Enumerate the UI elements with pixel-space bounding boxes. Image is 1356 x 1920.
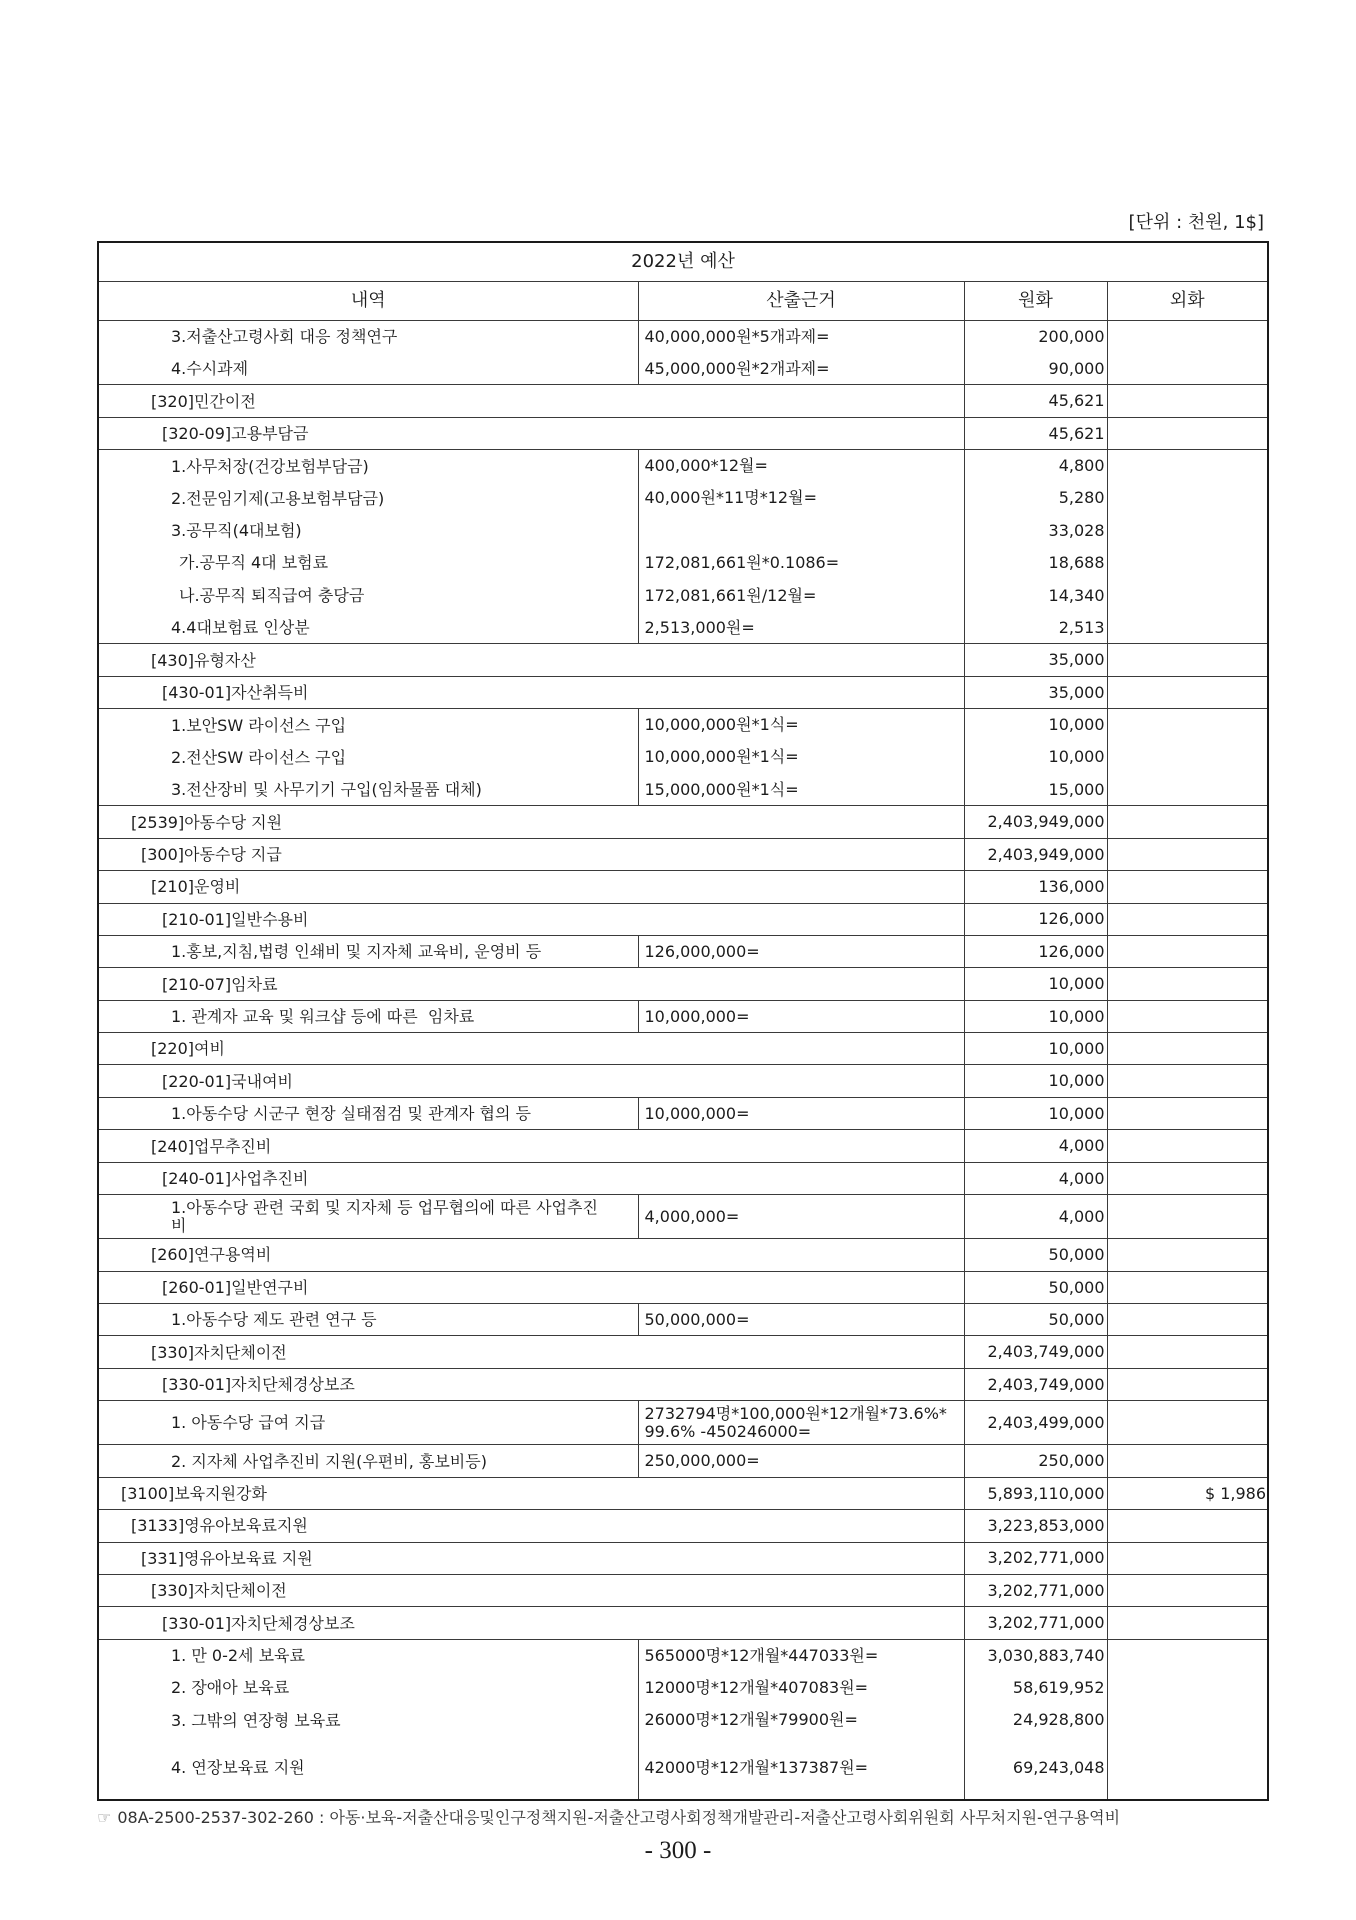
category-row: [98, 838, 1268, 870]
category-cell: [98, 1065, 964, 1097]
calc-basis: [638, 514, 964, 546]
item-row: [98, 1304, 1268, 1336]
calc-basis: 40,000원*11명*12월=: [638, 482, 964, 514]
page-number: - 300 -: [644, 1837, 712, 1864]
category-row: [98, 1368, 1268, 1400]
category-cell: [98, 1033, 964, 1065]
foreign-amount: [1107, 1736, 1268, 1800]
item-label: 1.아동수당 제도 관련 연구 등: [171, 1310, 377, 1330]
category-cell: [98, 968, 964, 1000]
item-cell: [98, 935, 638, 967]
footer-code: 08A-2500-2537-302-260 : 아동·보육-저출산대응및인구정책지원-저출산고령사회정책개발관리-저출산고령사회위원회 사무처지원-연구용역비: [117, 1808, 1121, 1827]
item-label: 4.수시과제: [171, 358, 249, 378]
item-row: [98, 773, 1268, 805]
item-cell: [98, 1401, 638, 1445]
krw-amount: 50,000: [964, 1239, 1107, 1271]
foreign-amount: [1107, 1510, 1268, 1542]
krw-amount: 200,000: [964, 320, 1107, 352]
category-cell: [98, 1542, 964, 1574]
foreign-amount: [1107, 1097, 1268, 1129]
category-row: [98, 1130, 1268, 1162]
krw-amount: 69,243,048: [964, 1736, 1107, 1800]
krw-amount: 250,000: [964, 1445, 1107, 1477]
krw-amount: 3,223,853,000: [964, 1510, 1107, 1542]
calc-basis: 172,081,661원*0.1086=: [638, 547, 964, 579]
krw-amount: 45,621: [964, 417, 1107, 449]
item-row: [98, 1195, 1268, 1239]
calc-basis: 400,000*12월=: [638, 450, 964, 482]
calc-basis: 4,000,000=: [638, 1195, 964, 1239]
item-label: 4. 연장보육료 지원: [171, 1758, 305, 1778]
item-cell: [98, 773, 638, 805]
foreign-amount: [1107, 1704, 1268, 1736]
krw-amount: 33,028: [964, 514, 1107, 546]
item-label: 나.공무직 퇴직급여 충당금: [179, 585, 365, 605]
item-label: 2. 장애아 보육료: [171, 1678, 290, 1698]
item-row: [98, 935, 1268, 967]
foreign-amount: [1107, 1542, 1268, 1574]
krw-amount: 58,619,952: [964, 1672, 1107, 1704]
krw-amount: 10,000: [964, 968, 1107, 1000]
foreign-amount: [1107, 1130, 1268, 1162]
item-cell: [98, 482, 638, 514]
krw-amount: 10,000: [964, 1033, 1107, 1065]
item-label: 2.전산SW 라이선스 구입: [171, 747, 347, 767]
category-row: [98, 968, 1268, 1000]
column-header-item: 내역: [98, 281, 638, 320]
category-cell: [98, 1130, 964, 1162]
year-header: 2022년 예산: [98, 242, 1268, 281]
category-row: [98, 1162, 1268, 1194]
category-cell: [98, 903, 964, 935]
foreign-amount: [1107, 1574, 1268, 1606]
krw-amount: 2,403,949,000: [964, 838, 1107, 870]
category-label: [300]아동수당 지급: [141, 845, 282, 864]
foreign-amount: [1107, 450, 1268, 482]
item-label: 1.아동수당 시군구 현장 실태점검 및 관계자 협의 등: [171, 1104, 531, 1124]
category-cell: [98, 1271, 964, 1303]
item-label: 2. 지자체 사업추진비 지원(우편비, 홍보비등): [171, 1451, 487, 1471]
category-cell: [98, 1607, 964, 1639]
item-cell: [98, 1639, 638, 1671]
foreign-amount: [1107, 1607, 1268, 1639]
krw-amount: 50,000: [964, 1271, 1107, 1303]
item-cell: [98, 1000, 638, 1032]
category-cell: [98, 1574, 964, 1606]
item-cell: [98, 1704, 638, 1736]
krw-amount: 2,403,749,000: [964, 1368, 1107, 1400]
foreign-amount: [1107, 1401, 1268, 1445]
foreign-amount: [1107, 903, 1268, 935]
item-cell: [98, 352, 638, 384]
foreign-amount: [1107, 1368, 1268, 1400]
krw-amount: 3,030,883,740: [964, 1639, 1107, 1671]
calc-basis: 26000명*12개월*79900원=: [638, 1704, 964, 1736]
foreign-amount: [1107, 1639, 1268, 1671]
category-row: [98, 1574, 1268, 1606]
category-label: [220-01]국내여비: [162, 1071, 293, 1091]
krw-amount: 4,000: [964, 1162, 1107, 1194]
item-row: [98, 547, 1268, 579]
category-label: [430-01]자산취득비: [162, 683, 309, 703]
foreign-amount: [1107, 1162, 1268, 1194]
item-cell: [98, 1445, 638, 1477]
item-row: [98, 1401, 1268, 1445]
foreign-amount: $ 1,986: [1107, 1477, 1268, 1509]
krw-amount: 10,000: [964, 1065, 1107, 1097]
calc-basis: 42000명*12개월*137387원=: [638, 1736, 964, 1800]
category-label: [210]운영비: [151, 877, 241, 897]
category-cell: [98, 871, 964, 903]
foreign-amount: [1107, 709, 1268, 741]
foreign-amount: [1107, 1336, 1268, 1368]
krw-amount: 24,928,800: [964, 1704, 1107, 1736]
calc-basis: 2732794명*100,000원*12개월*73.6%* 99.6% -450246000=: [638, 1401, 964, 1445]
item-label: 3.전산장비 및 사무기기 구입(임차물품 대체): [171, 779, 482, 799]
category-cell: [98, 1477, 964, 1509]
item-row: [98, 482, 1268, 514]
category-row: [98, 1336, 1268, 1368]
foreign-amount: [1107, 676, 1268, 708]
category-cell: [98, 1510, 964, 1542]
krw-amount: 3,202,771,000: [964, 1574, 1107, 1606]
category-label: [320]민간이전: [151, 391, 256, 411]
krw-amount: 5,893,110,000: [964, 1477, 1107, 1509]
krw-amount: 3,202,771,000: [964, 1607, 1107, 1639]
item-row: [98, 1672, 1268, 1704]
item-label: 3.공무직(4대보험): [171, 521, 302, 541]
item-row: [98, 709, 1268, 741]
krw-amount: 126,000: [964, 935, 1107, 967]
calc-basis: 126,000,000=: [638, 935, 964, 967]
category-label: [320-09]고용부담금: [162, 423, 309, 443]
item-label: 1. 아동수당 급여 지급: [171, 1413, 326, 1433]
category-cell: [98, 1239, 964, 1271]
category-label: [210-01]일반수용비: [162, 909, 309, 929]
category-label: [330]자치단체이전: [151, 1342, 287, 1362]
category-row: [98, 903, 1268, 935]
krw-amount: 90,000: [964, 352, 1107, 384]
foreign-amount: [1107, 612, 1268, 644]
item-cell: [98, 1195, 638, 1239]
category-label: [330-01]자치단체경상보조: [162, 1613, 355, 1633]
item-cell: [98, 547, 638, 579]
calc-basis: 45,000,000원*2개과제=: [638, 352, 964, 384]
year-header-row: [98, 242, 1268, 281]
calc-basis: 12000명*12개월*407083원=: [638, 1672, 964, 1704]
category-label: [220]여비: [151, 1039, 225, 1059]
krw-amount: 126,000: [964, 903, 1107, 935]
category-row: [98, 1033, 1268, 1065]
item-row: [98, 579, 1268, 611]
item-label: 4.4대보험료 인상분: [171, 618, 310, 638]
foreign-amount: [1107, 1445, 1268, 1477]
category-cell: [98, 385, 964, 417]
item-row: [98, 612, 1268, 644]
foreign-amount: [1107, 1239, 1268, 1271]
item-cell: [98, 741, 638, 773]
krw-amount: 2,403,749,000: [964, 1336, 1107, 1368]
item-label: 가.공무직 4대 보험료: [179, 553, 329, 573]
krw-amount: 5,280: [964, 482, 1107, 514]
category-cell: [98, 644, 964, 676]
item-row: [98, 1704, 1268, 1736]
krw-amount: 2,403,949,000: [964, 806, 1107, 838]
category-row: [98, 1271, 1268, 1303]
krw-amount: 15,000: [964, 773, 1107, 805]
category-row: [98, 417, 1268, 449]
krw-amount: 4,000: [964, 1195, 1107, 1239]
item-cell: [98, 514, 638, 546]
item-row: [98, 1639, 1268, 1671]
krw-amount: 35,000: [964, 676, 1107, 708]
category-row: [98, 1542, 1268, 1574]
category-label: [260]연구용역비: [151, 1245, 272, 1265]
unit-label: [단위 : 천원, 1$]: [1128, 212, 1264, 233]
krw-amount: 2,513: [964, 612, 1107, 644]
krw-amount: 18,688: [964, 547, 1107, 579]
krw-amount: 45,621: [964, 385, 1107, 417]
calc-basis: 10,000,000원*1식=: [638, 741, 964, 773]
item-label: 1.사무처장(건강보험부담금): [171, 456, 369, 476]
foreign-amount: [1107, 935, 1268, 967]
foreign-amount: [1107, 579, 1268, 611]
column-header-basis: 산출근거: [638, 281, 964, 320]
item-row: [98, 514, 1268, 546]
item-row: [98, 1445, 1268, 1477]
category-label: [240]업무추진비: [151, 1136, 272, 1156]
budget-table: [97, 241, 1269, 1801]
foreign-amount: [1107, 352, 1268, 384]
category-row: [98, 1065, 1268, 1097]
item-label: 1.보안SW 라이선스 구입: [171, 715, 347, 735]
category-row: [98, 644, 1268, 676]
foreign-amount: [1107, 1033, 1268, 1065]
item-label: 2.전문임기제(고용보험부담금): [171, 488, 385, 508]
category-cell: [98, 806, 964, 838]
calc-basis: 250,000,000=: [638, 1445, 964, 1477]
krw-amount: 136,000: [964, 871, 1107, 903]
item-cell: [98, 1097, 638, 1129]
column-header-row: [98, 281, 1268, 320]
calc-basis: 40,000,000원*5개과제=: [638, 320, 964, 352]
pointing-hand-icon: ☞: [97, 1808, 112, 1827]
category-row: [98, 385, 1268, 417]
category-label: [260-01]일반연구비: [162, 1277, 309, 1297]
category-row: [98, 1510, 1268, 1542]
foreign-amount: [1107, 644, 1268, 676]
foreign-amount: [1107, 417, 1268, 449]
item-row: [98, 352, 1268, 384]
category-label: [3100]보육지원강화: [121, 1484, 267, 1504]
category-label: [210-07]임차료: [162, 974, 278, 994]
table-body: [98, 320, 1268, 1800]
category-label: [240-01]사업추진비: [162, 1168, 309, 1188]
item-row: [98, 450, 1268, 482]
foreign-amount: [1107, 547, 1268, 579]
krw-amount: 50,000: [964, 1304, 1107, 1336]
foreign-amount: [1107, 1195, 1268, 1239]
krw-amount: 4,000: [964, 1130, 1107, 1162]
item-row: [98, 320, 1268, 352]
item-label: 3. 그밖의 연장형 보육료: [171, 1710, 341, 1730]
item-label: 3.저출산고령사회 대응 정책연구: [171, 327, 398, 346]
calc-basis: 15,000,000원*1식=: [638, 773, 964, 805]
krw-amount: 10,000: [964, 709, 1107, 741]
category-cell: [98, 1336, 964, 1368]
calc-basis: 10,000,000원*1식=: [638, 709, 964, 741]
item-row: [98, 1097, 1268, 1129]
item-row: [98, 741, 1268, 773]
category-row: [98, 871, 1268, 903]
category-cell: [98, 838, 964, 870]
category-cell: [98, 676, 964, 708]
foreign-amount: [1107, 741, 1268, 773]
category-label: [430]유형자산: [151, 650, 256, 670]
item-label: 1. 만 0-2세 보육료: [171, 1646, 305, 1666]
item-label: 1.아동수당 관련 국회 및 지자체 등 업무협의에 따른 사업추진비: [171, 1198, 598, 1235]
foreign-amount: [1107, 968, 1268, 1000]
foreign-amount: [1107, 838, 1268, 870]
category-row: [98, 1239, 1268, 1271]
footer-note: [97, 1808, 1267, 1828]
foreign-amount: [1107, 1065, 1268, 1097]
category-label: [2539]아동수당 지원: [131, 812, 283, 832]
calc-basis: 10,000,000=: [638, 1097, 964, 1129]
item-label: 1. 관계자 교육 및 워크샵 등에 따른 임차료: [171, 1006, 475, 1026]
foreign-amount: [1107, 871, 1268, 903]
calc-basis: 50,000,000=: [638, 1304, 964, 1336]
category-label: [331]영유아보육료 지원: [141, 1548, 313, 1568]
item-cell: [98, 450, 638, 482]
column-header-foreign: 외화: [1107, 281, 1268, 320]
foreign-amount: [1107, 1271, 1268, 1303]
category-row: [98, 806, 1268, 838]
item-row: [98, 1736, 1268, 1800]
column-header-krw: 원화: [964, 281, 1107, 320]
category-cell: [98, 417, 964, 449]
item-cell: [98, 1304, 638, 1336]
krw-amount: 3,202,771,000: [964, 1542, 1107, 1574]
calc-basis: 565000명*12개월*447033원=: [638, 1639, 964, 1671]
item-row: [98, 1000, 1268, 1032]
foreign-amount: [1107, 1672, 1268, 1704]
category-cell: [98, 1368, 964, 1400]
krw-amount: 2,403,499,000: [964, 1401, 1107, 1445]
foreign-amount: [1107, 482, 1268, 514]
krw-amount: 10,000: [964, 1097, 1107, 1129]
krw-amount: 10,000: [964, 741, 1107, 773]
category-cell: [98, 1162, 964, 1194]
foreign-amount: [1107, 806, 1268, 838]
krw-amount: 4,800: [964, 450, 1107, 482]
calc-basis: 172,081,661원/12월=: [638, 579, 964, 611]
foreign-amount: [1107, 773, 1268, 805]
category-label: [330]자치단체이전: [151, 1581, 287, 1601]
calc-basis: 10,000,000=: [638, 1000, 964, 1032]
item-cell: [98, 579, 638, 611]
category-label: [3133]영유아보육료지원: [131, 1516, 308, 1536]
item-cell: [98, 1672, 638, 1704]
foreign-amount: [1107, 514, 1268, 546]
table-header: [98, 242, 1268, 320]
krw-amount: 35,000: [964, 644, 1107, 676]
item-label: 1.홍보,지침,법령 인쇄비 및 지자체 교육비, 운영비 등: [171, 942, 542, 962]
item-cell: [98, 709, 638, 741]
item-cell: [98, 612, 638, 644]
category-row: [98, 676, 1268, 708]
krw-amount: 14,340: [964, 579, 1107, 611]
krw-amount: 10,000: [964, 1000, 1107, 1032]
item-cell: [98, 1736, 638, 1800]
foreign-amount: [1107, 320, 1268, 352]
calc-basis: 2,513,000원=: [638, 612, 964, 644]
foreign-amount: [1107, 1000, 1268, 1032]
category-row: [98, 1477, 1268, 1509]
foreign-amount: [1107, 1304, 1268, 1336]
category-label: [330-01]자치단체경상보조: [162, 1375, 355, 1395]
item-cell: [98, 320, 638, 352]
category-row: [98, 1607, 1268, 1639]
foreign-amount: [1107, 385, 1268, 417]
